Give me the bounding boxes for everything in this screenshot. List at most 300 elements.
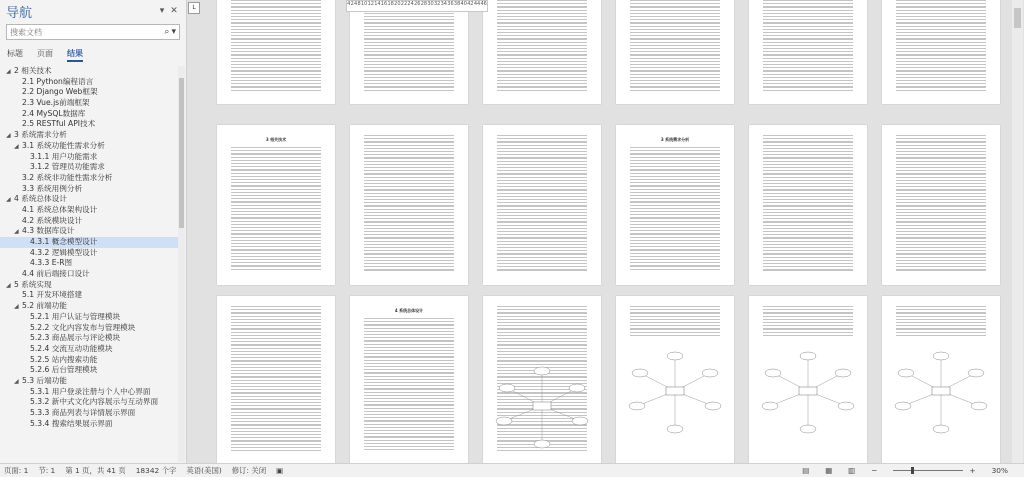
text-line [231, 364, 321, 365]
status-page-of[interactable]: 第 1 页，共 41 页 [65, 466, 126, 475]
document-page-thumbnail[interactable] [616, 296, 734, 463]
search-input[interactable] [6, 24, 180, 40]
text-line [231, 198, 321, 199]
text-line [497, 167, 587, 168]
text-line [896, 225, 986, 226]
chevron-down-icon[interactable]: ▾ [159, 6, 165, 16]
status-track-changes[interactable]: 修订: 关闭 [231, 466, 267, 475]
text-line [231, 262, 321, 263]
vertical-scrollbar[interactable] [1012, 0, 1023, 463]
collapse-arrow-icon[interactable]: ◢ [14, 377, 19, 385]
text-line [497, 145, 587, 146]
document-page-thumbnail[interactable] [483, 125, 601, 285]
nav-heading-label: 5.2.3 商品展示与评论模块 [30, 333, 121, 343]
nav-heading-label: 2 相关技术 [14, 66, 52, 75]
text-line [231, 354, 321, 355]
macro-icon[interactable]: ▣ [276, 466, 284, 475]
text-line [763, 177, 853, 178]
nav-heading-item[interactable] [0, 237, 178, 248]
nav-heading-label: 3.1.1 用户功能需求 [30, 151, 98, 161]
text-line [763, 83, 853, 84]
text-line [896, 80, 986, 81]
text-line [364, 183, 454, 184]
text-line [364, 253, 454, 254]
text-line [231, 192, 321, 193]
status-language[interactable]: 英语(美国) [186, 466, 222, 475]
text-line [231, 412, 321, 413]
text-line [896, 263, 986, 264]
nav-heading-item[interactable] [0, 194, 178, 205]
text-line [763, 45, 853, 46]
document-page-thumbnail[interactable] [350, 0, 468, 104]
text-line [630, 211, 720, 212]
text-line [763, 247, 853, 248]
ruler-tick: 26 [414, 1, 421, 7]
text-line [763, 32, 853, 33]
nav-heading-label: 4.4 前后端接口设计 [22, 269, 90, 279]
text-line [630, 70, 720, 71]
text-line [364, 177, 454, 178]
er-diagram [616, 296, 734, 463]
text-line [364, 225, 454, 226]
text-line [630, 265, 720, 266]
nav-heading-item[interactable] [0, 77, 178, 88]
text-line [364, 64, 454, 65]
nav-heading-label: 5.2.5 站内搜索功能 [30, 354, 98, 364]
ruler-tick: 24 [407, 1, 414, 7]
ruler-tick: 32 [433, 1, 441, 7]
text-line [497, 16, 587, 17]
document-page-thumbnail[interactable] [749, 296, 867, 463]
nav-heading-item[interactable] [0, 312, 178, 323]
text-line [630, 169, 720, 170]
text-line [896, 266, 986, 267]
text-line [763, 205, 853, 206]
ruler-tick: 14 [374, 1, 381, 7]
text-line [630, 157, 720, 158]
text-line [231, 147, 321, 148]
text-line [763, 138, 853, 139]
text-line [364, 234, 454, 235]
text-line [364, 334, 454, 335]
text-line [630, 195, 720, 196]
text-line [630, 176, 720, 177]
text-line [364, 350, 454, 351]
search-icon[interactable]: ⌕ [164, 27, 170, 37]
text-line [231, 357, 321, 358]
text-line [896, 51, 986, 52]
text-line [231, 83, 321, 84]
text-line [497, 135, 587, 136]
text-line [763, 212, 853, 213]
tab-selector[interactable]: L [188, 2, 200, 14]
text-line [231, 74, 321, 75]
text-line [630, 147, 720, 148]
text-line [896, 257, 986, 258]
text-line [896, 48, 986, 49]
nav-heading-item[interactable] [0, 173, 178, 184]
text-line [231, 335, 321, 336]
text-line [896, 157, 986, 158]
text-line [896, 10, 986, 11]
text-line [364, 356, 454, 357]
zoom-level[interactable]: 30% [991, 466, 1008, 475]
text-line [763, 199, 853, 200]
text-line [364, 77, 454, 78]
text-line [364, 385, 454, 386]
text-line [497, 186, 587, 187]
text-line [763, 180, 853, 181]
document-page-thumbnail[interactable] [882, 296, 1000, 463]
text-line [231, 415, 321, 416]
nav-heading-item[interactable] [0, 408, 178, 419]
text-line [763, 6, 853, 7]
text-line [763, 16, 853, 17]
vertical-scrollbar-thumb[interactable] [1014, 8, 1021, 28]
nav-heading-item[interactable] [0, 365, 178, 376]
ruler-tick: 22 [400, 1, 408, 7]
nav-heading-item[interactable] [0, 387, 178, 398]
text-line [630, 74, 720, 75]
text-line [497, 35, 587, 36]
text-line [231, 259, 321, 260]
nav-scrollbar-thumb[interactable] [179, 78, 184, 228]
nav-heading-item[interactable] [0, 141, 178, 152]
text-line [630, 67, 720, 68]
text-line [231, 341, 321, 342]
web-layout-icon[interactable]: ▥ [848, 466, 856, 475]
text-line [630, 6, 720, 7]
text-line [364, 379, 454, 380]
heading-tree [0, 66, 178, 429]
nav-heading-item[interactable] [0, 226, 178, 237]
er-attribute [838, 402, 854, 410]
text-line [763, 266, 853, 267]
text-line [630, 224, 720, 225]
text-line [497, 42, 587, 43]
text-line [763, 54, 853, 55]
text-line [231, 306, 321, 307]
nav-heading-item[interactable] [0, 419, 178, 430]
text-line [896, 77, 986, 78]
text-line [896, 234, 986, 235]
document-page-thumbnail[interactable] [616, 0, 734, 104]
text-line [896, 58, 986, 59]
nav-heading-item[interactable] [0, 216, 178, 227]
text-line [630, 29, 720, 30]
document-page-thumbnail[interactable] [350, 296, 468, 463]
text-line [364, 331, 454, 332]
zoom-slider[interactable] [893, 470, 963, 471]
document-page-thumbnail[interactable] [882, 125, 1000, 285]
text-line [497, 228, 587, 229]
document-area[interactable] [187, 0, 1024, 463]
text-line [497, 45, 587, 46]
text-line [630, 198, 720, 199]
text-line [497, 3, 587, 4]
text-line [630, 58, 720, 59]
text-line [896, 215, 986, 216]
text-line [497, 237, 587, 238]
er-attribute [569, 384, 585, 392]
text-line [896, 205, 986, 206]
document-page-thumbnail[interactable] [749, 125, 867, 285]
nav-heading-item[interactable] [0, 205, 178, 216]
text-line [630, 192, 720, 193]
text-line [364, 90, 454, 91]
text-line [364, 170, 454, 171]
text-line [896, 74, 986, 75]
text-line [231, 48, 321, 49]
zoom-slider-knob[interactable] [911, 467, 914, 474]
text-line [231, 360, 321, 361]
text-line [896, 45, 986, 46]
text-line [497, 54, 587, 55]
text-line [896, 161, 986, 162]
ruler-tick: 44 [473, 1, 481, 7]
nav-heading-item[interactable] [0, 66, 178, 77]
text-line [231, 344, 321, 345]
er-diagram [882, 296, 1000, 463]
text-line [497, 183, 587, 184]
print-layout-icon[interactable]: ▦ [825, 466, 833, 475]
nav-heading-item[interactable] [0, 344, 178, 355]
text-line [497, 70, 587, 71]
nav-heading-item[interactable] [0, 109, 178, 120]
tab-headings[interactable]: 标题 [7, 49, 23, 58]
document-page-thumbnail[interactable] [350, 125, 468, 285]
text-line [364, 260, 454, 261]
document-page-thumbnail[interactable] [483, 0, 601, 104]
chevron-down-icon[interactable]: ▾ [171, 27, 176, 37]
text-line [497, 212, 587, 213]
collapse-arrow-icon[interactable]: ◢ [6, 196, 11, 204]
text-line [231, 440, 321, 441]
nav-heading-item[interactable] [0, 248, 178, 259]
nav-heading-item[interactable] [0, 323, 178, 334]
text-line [497, 141, 587, 142]
text-line [896, 83, 986, 84]
page-heading: 3 系统需求分析 [660, 137, 690, 142]
text-line [630, 230, 720, 231]
ruler-tick: 12 [367, 1, 374, 7]
text-line [630, 77, 720, 78]
collapse-arrow-icon[interactable]: ◢ [14, 303, 19, 311]
text-line [364, 13, 454, 14]
tab-pages[interactable]: 页面 [37, 49, 53, 58]
text-line [364, 427, 454, 428]
text-line [231, 3, 321, 4]
nav-heading-item[interactable] [0, 119, 178, 130]
text-line [364, 360, 454, 361]
text-line [630, 253, 720, 254]
text-line [763, 202, 853, 203]
er-attribute [895, 402, 911, 410]
text-line [231, 160, 321, 161]
status-section[interactable]: 节: 1 [38, 466, 56, 475]
er-attribute [971, 402, 987, 410]
status-word-count[interactable]: 18342 个字 [135, 466, 177, 475]
nav-heading-label: 5.3.4 搜索结果展示界面 [30, 418, 113, 428]
text-line [896, 244, 986, 245]
text-line [630, 179, 720, 180]
er-attribute [933, 352, 949, 360]
text-line [364, 395, 454, 396]
text-line [896, 164, 986, 165]
text-line [231, 189, 321, 190]
nav-header [0, 0, 186, 22]
text-line [763, 193, 853, 194]
text-line [497, 51, 587, 52]
text-line [763, 90, 853, 91]
text-line [364, 321, 454, 322]
text-line [763, 10, 853, 11]
text-line [364, 167, 454, 168]
text-line [231, 424, 321, 425]
nav-heading-item[interactable] [0, 87, 178, 98]
text-line [231, 16, 321, 17]
text-line [231, 246, 321, 247]
text-line [231, 32, 321, 33]
document-page-thumbnail[interactable] [749, 0, 867, 104]
text-line [497, 247, 587, 248]
collapse-arrow-icon[interactable]: ◢ [14, 142, 19, 150]
nav-heading-item[interactable] [0, 333, 178, 344]
text-line [497, 67, 587, 68]
text-line [364, 45, 454, 46]
text-line [497, 22, 587, 23]
text-line [497, 154, 587, 155]
status-page[interactable]: 页面: 1 [4, 466, 29, 475]
collapse-arrow-icon[interactable]: ◢ [6, 68, 11, 75]
nav-heading-label: 5.2 前端功能 [22, 301, 67, 311]
nav-heading-item[interactable] [0, 269, 178, 280]
text-line [364, 237, 454, 238]
text-line [364, 74, 454, 75]
text-line [763, 164, 853, 165]
text-line [231, 380, 321, 381]
text-line [497, 231, 587, 232]
collapse-arrow-icon[interactable]: ◢ [6, 132, 11, 140]
text-line [364, 404, 454, 405]
text-line [231, 224, 321, 225]
zoom-in-icon[interactable]: + [969, 466, 976, 475]
text-line [763, 86, 853, 87]
text-line [364, 42, 454, 43]
nav-tabs [0, 40, 186, 62]
text-line [497, 180, 587, 181]
text-line [231, 10, 321, 11]
text-line [630, 217, 720, 218]
nav-scrollbar[interactable] [178, 66, 185, 462]
document-page-thumbnail[interactable] [217, 0, 335, 104]
text-line [364, 148, 454, 149]
nav-heading-item[interactable] [0, 184, 178, 195]
text-line [497, 86, 587, 87]
nav-heading-item[interactable] [0, 152, 178, 163]
text-line [364, 135, 454, 136]
text-line [630, 173, 720, 174]
collapse-arrow-icon[interactable]: ◢ [14, 228, 19, 236]
text-line [497, 32, 587, 33]
text-line [364, 35, 454, 36]
text-line [231, 19, 321, 20]
nav-heading-item[interactable] [0, 355, 178, 366]
nav-heading-label: 2.4 MySQL数据库 [22, 108, 86, 118]
er-attribute [898, 369, 914, 377]
text-line [231, 166, 321, 167]
nav-heading-item[interactable] [0, 280, 178, 291]
text-line [763, 67, 853, 68]
text-line [231, 13, 321, 14]
text-line [896, 221, 986, 222]
text-line [364, 16, 454, 17]
nav-heading-item[interactable] [0, 130, 178, 141]
text-line [231, 373, 321, 374]
er-attribute [835, 369, 851, 377]
text-line [630, 19, 720, 20]
text-line [364, 241, 454, 242]
text-line [497, 234, 587, 235]
nav-heading-item[interactable] [0, 98, 178, 109]
text-line [231, 35, 321, 36]
text-line [630, 54, 720, 55]
text-line [364, 157, 454, 158]
text-line [497, 80, 587, 81]
text-line [896, 138, 986, 139]
text-line [630, 249, 720, 250]
document-page-thumbnail[interactable] [616, 125, 734, 285]
text-line [497, 199, 587, 200]
text-line [763, 151, 853, 152]
nav-heading-label: 5.1 开发环境搭建 [22, 290, 83, 300]
text-line [497, 196, 587, 197]
text-line [231, 348, 321, 349]
horizontal-ruler[interactable] [346, 0, 488, 12]
text-line [630, 0, 720, 1]
text-line [630, 150, 720, 151]
text-line [364, 337, 454, 338]
text-line [364, 443, 454, 444]
text-line [231, 42, 321, 43]
ruler-tick: 10 [360, 1, 368, 7]
document-page-thumbnail[interactable] [217, 296, 335, 463]
nav-heading-item[interactable] [0, 376, 178, 387]
read-mode-icon[interactable]: ▤ [802, 466, 810, 475]
tab-results[interactable]: 结果 [67, 48, 83, 62]
text-line [364, 186, 454, 187]
document-page-thumbnail[interactable] [217, 125, 335, 285]
nav-heading-item[interactable] [0, 290, 178, 301]
text-line [763, 74, 853, 75]
text-line [896, 196, 986, 197]
text-line [364, 318, 454, 319]
zoom-out-icon[interactable]: − [871, 466, 878, 475]
document-page-thumbnail[interactable] [483, 296, 601, 463]
document-page-thumbnail[interactable] [882, 0, 1000, 104]
er-attribute [572, 417, 588, 425]
close-icon[interactable]: ✕ [170, 6, 178, 16]
text-line [763, 141, 853, 142]
collapse-arrow-icon[interactable]: ◢ [6, 281, 11, 289]
text-line [497, 257, 587, 258]
text-line [896, 177, 986, 178]
nav-heading-item[interactable] [0, 397, 178, 408]
nav-heading-item[interactable] [0, 258, 178, 269]
nav-heading-item[interactable] [0, 162, 178, 173]
nav-heading-item[interactable] [0, 301, 178, 312]
text-line [497, 269, 587, 270]
